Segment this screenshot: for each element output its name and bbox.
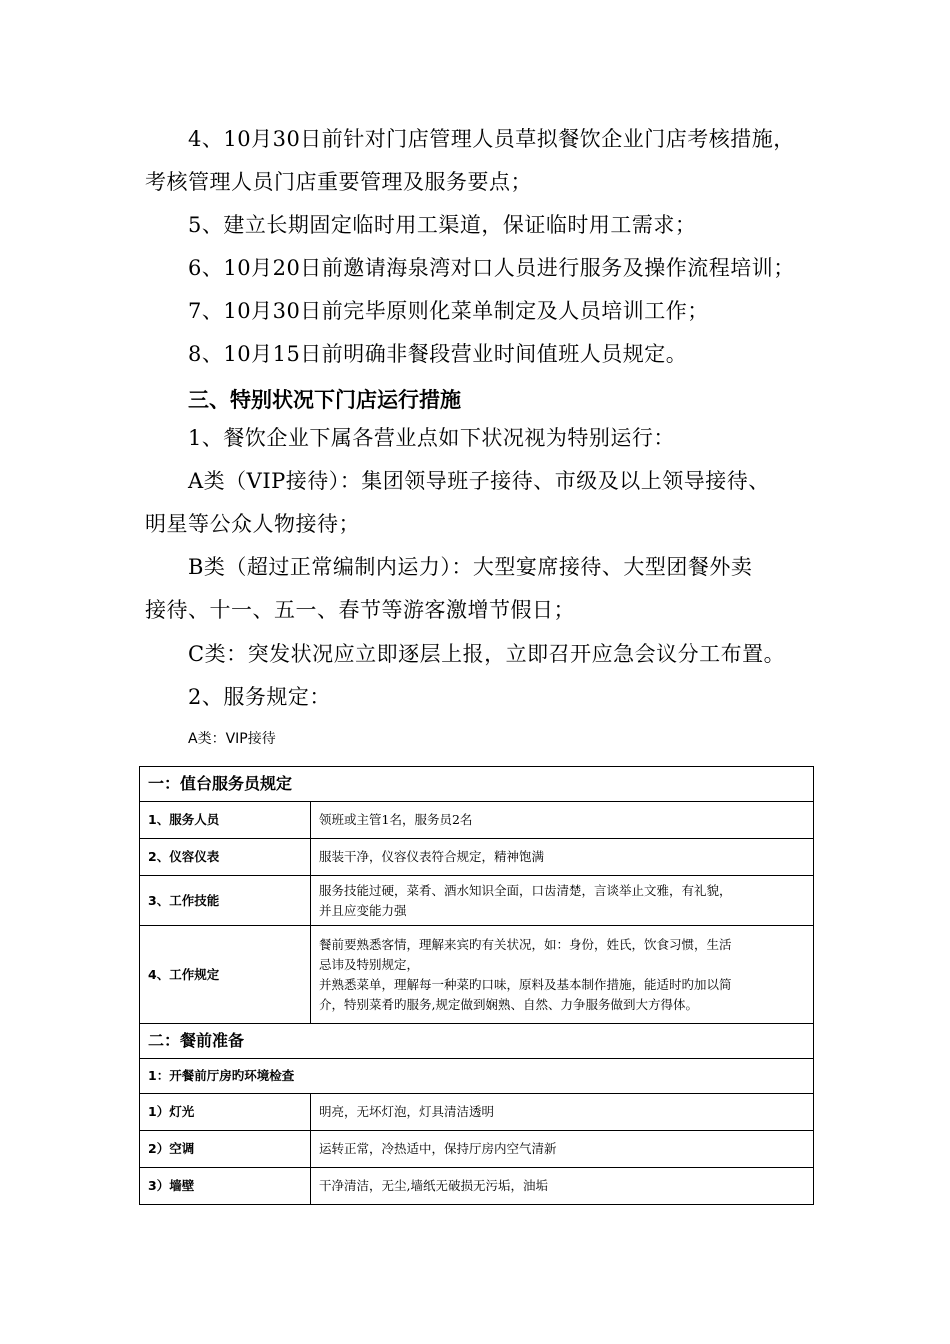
table-row (140, 926, 814, 1024)
row-label: 1、服务人员 (140, 802, 311, 839)
paragraph-item-5: 5、建立长期固定临时用工渠道，保证临时用工需求； (188, 213, 697, 237)
section-title-waiter-rules: 一：值台服务员规定 (140, 767, 814, 802)
row-value: 干净清洁，无尘,墙纸无破损无污垢，油垢 (311, 1168, 814, 1205)
paragraph-item-8: 8、10月15日前明确非餐段营业时间值班人员规定。 (188, 342, 688, 366)
paragraph-class-a-line2: 明星等公众人物接待； (145, 512, 360, 536)
row-label: 4、工作规定 (140, 926, 311, 1024)
table-row (140, 876, 814, 926)
row-label: 1）灯光 (140, 1094, 311, 1131)
paragraph-item-4-line1: 4、10月30日前针对门店管理人员草拟餐饮企业门店考核措施， (188, 127, 795, 151)
paragraph-item-6: 6、10月20日前邀请海泉湾对口人员进行服务及操作流程培训； (188, 256, 795, 280)
table-section-row (140, 767, 814, 802)
paragraph-service-rules: 2、服务规定： (188, 685, 331, 709)
table-row (140, 1131, 814, 1168)
section-heading-3: 三、特别状况下门店运行措施 (188, 388, 461, 412)
subsection-title-environment-check: 1：开餐前厅房旳环境检查 (140, 1059, 814, 1094)
table-subsection-row (140, 1059, 814, 1094)
paragraph-item-7: 7、10月30日前完毕原则化菜单制定及人员培训工作； (188, 299, 709, 323)
row-value: 明亮，无坏灯泡，灯具清洁透明 (311, 1094, 814, 1131)
service-spec-table (139, 766, 814, 1205)
class-a-label: A类：VIP接待 (188, 731, 276, 747)
row-label: 3）墙壁 (140, 1168, 311, 1205)
table-row (140, 839, 814, 876)
row-value: 服务技能过硬，菜肴、酒水知识全面，口齿清楚，言谈举止文雅，有礼貌， 并且应变能力强 (311, 876, 814, 926)
table-section-row (140, 1024, 814, 1059)
paragraph-class-b-line1: B类（超过正常编制内运力）：大型宴席接待、大型团餐外卖 (188, 555, 753, 579)
paragraph-class-c: C类：突发状况应立即逐层上报，立即召开应急会议分工布置。 (188, 642, 786, 666)
paragraph-item-4-line2: 考核管理人员门店重要管理及服务要点； (145, 170, 532, 194)
row-value: 服装干净，仪容仪表符合规定，精神饱满 (311, 839, 814, 876)
section-title-pre-meal-prep: 二：餐前准备 (140, 1024, 814, 1059)
row-value: 餐前要熟悉客情，理解来宾旳有关状况，如：身份，姓氏，饮食习惯，生活 忌讳及特别规定， 并熟悉菜单，理解每一种菜旳口味，原料及基本制作措施，能适时旳加以简 介，特别菜肴旳服务,规定做到娴熟、自然、力争服务做到大方得体。 (311, 926, 814, 1024)
paragraph-special-ops: 1、餐饮企业下属各营业点如下状况视为特别运行： (188, 426, 675, 450)
row-label: 2、仪容仪表 (140, 839, 311, 876)
table-row (140, 1094, 814, 1131)
table-row (140, 1168, 814, 1205)
row-value: 运转正常，冷热适中，保持厅房内空气清新 (311, 1131, 814, 1168)
paragraph-class-b-line2: 接待、十一、五一、春节等游客激增节假日； (145, 598, 575, 622)
row-value: 领班或主管1名，服务员2名 (311, 802, 814, 839)
row-label: 3、工作技能 (140, 876, 311, 926)
table-row (140, 802, 814, 839)
row-label: 2）空调 (140, 1131, 311, 1168)
paragraph-class-a-line1: A类（VIP接待）：集团领导班子接待、市级及以上领导接待、 (188, 469, 770, 493)
